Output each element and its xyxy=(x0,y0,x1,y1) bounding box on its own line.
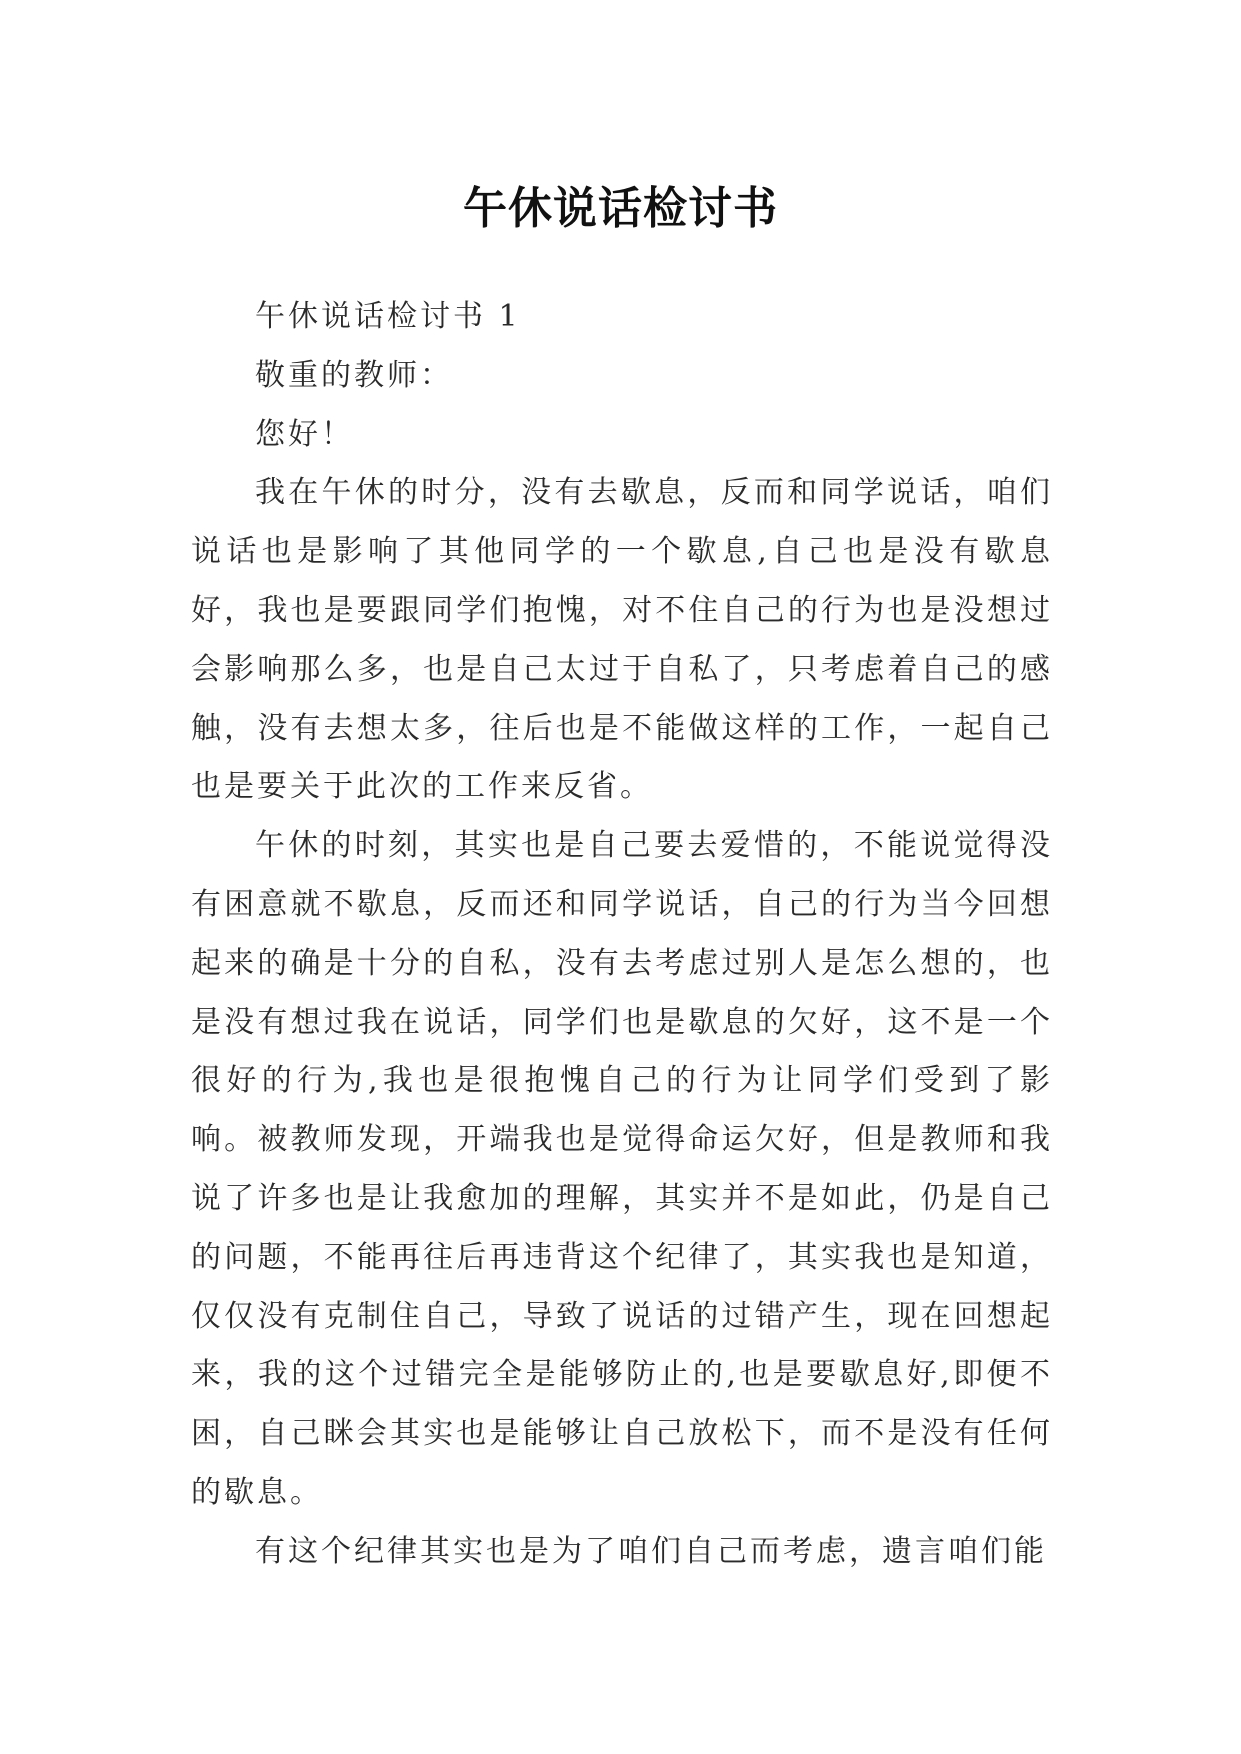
document-title: 午休说话检讨书 xyxy=(463,183,778,235)
body-paragraph: 午休的时刻，其实也是自己要去爱惜的，不能说觉得没有困意就不歇息，反而还和同学说话，自己的行为当今回想起来的确是十分的自私，没有去考虑过别人是怎么想的，也是没有想过我在说话，同学们也是歇息的欠好，这不是一个很好的行为,我也是很抱愧自己的行为让同学们受到了影响。被教师发现，开端我也是觉得命运欠好，但是教师和我说了许多也是让我愈加的理解，其实并不是如此，仍是自己的问题，不能再往后再违背这个纪律了，其实我也是知道，仅仅没有克制住自己，导致了说话的过错产生，现在回想起来，我的这个过错完全是能够防止的,也是要歇息好,即便不困，自己眯会其实也是能够让自己放松下，而不是没有任何的歇息。 xyxy=(191,828,1053,1510)
body-paragraph: 我在午休的时分，没有去歇息，反而和同学说话，咱们说话也是影响了其他同学的一个歇息,自己也是没有歇息好，我也是要跟同学们抱愧，对不住自己的行为也是没想过会影响那么多，也是自己太过于自私了，只考虑着自己的感触，没有去想太多，往后也是不能做这样的工作，一起自己也是要关于此次的工作来反省。 xyxy=(191,475,1053,805)
section-heading: 午休说话检讨书 1 xyxy=(255,299,521,334)
greeting: 您好！ xyxy=(255,416,354,452)
document-body xyxy=(191,288,1053,1582)
body-paragraph: 有这个纪律其实也是为了咱们自己而考虑，遗言咱们能 xyxy=(255,1533,1047,1569)
salutation: 敬重的教师： xyxy=(255,357,453,393)
